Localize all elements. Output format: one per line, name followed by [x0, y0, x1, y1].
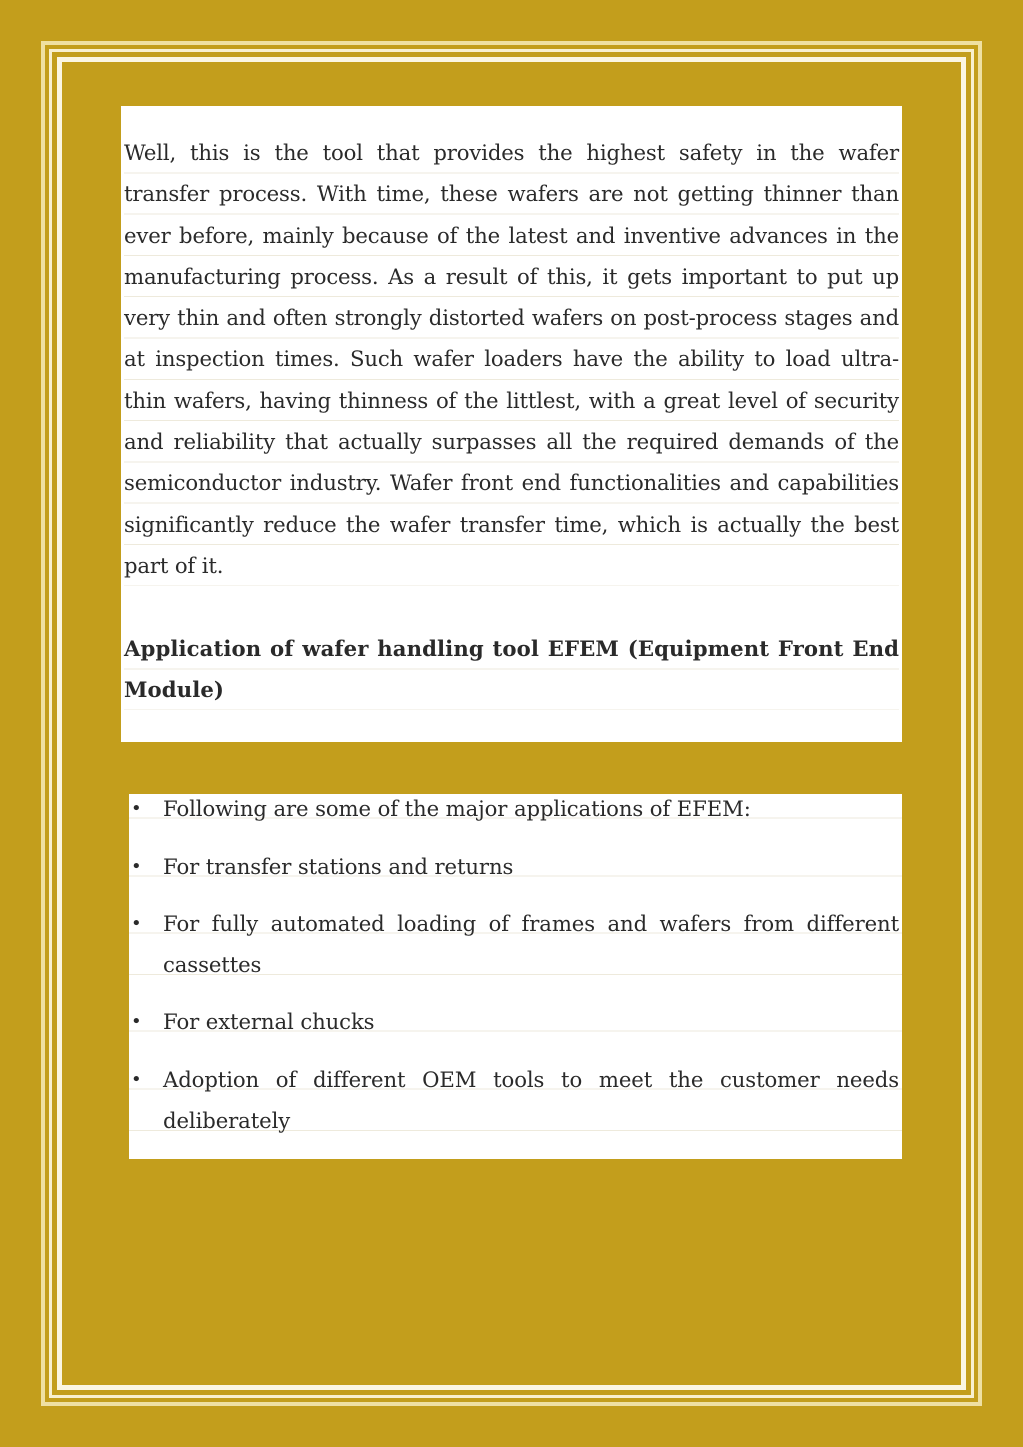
- bullet-icon: •: [131, 855, 142, 877]
- list-item-text: For fully automated loading of frames and wafers from different cassettes: [163, 910, 899, 978]
- bullet-icon: •: [131, 798, 142, 820]
- list-item-text: Adoption of different OEM tools to meet the customer needs deliberately: [163, 1066, 899, 1133]
- paragraph-spacer: [124, 586, 899, 627]
- list-item: [129, 788, 902, 829]
- list-item: [129, 1059, 902, 1142]
- list-item: [129, 1001, 902, 1042]
- list-item: [129, 903, 902, 986]
- bullet-icon: •: [131, 1011, 142, 1033]
- list-item: [129, 846, 902, 887]
- main-text-block: [121, 106, 902, 742]
- list-item-text: Following are some of the major applications of EFEM:: [163, 796, 751, 822]
- body-paragraph: Well, this is the tool that provides the highest safety in the wafer transfer process. With time, these wafers are not getting thinner than ever before, mainly because of the latest and inventive advances in the manufacturing process. As a result of this, it gets important to put up very thin and often strongly distorted wafers on post-process stages and at inspection times. Such wafer loaders have the ability to load ultra-thin wafers, having thinness of the littlest, with a great level of security and reliability that actually surpasses all the required demands of the semiconductor industry. Wafer front end functionalities and capabilities significantly reduce the wafer transfer time, which is actually the best part of it.: [124, 132, 899, 586]
- applications-list-block: [129, 794, 902, 1159]
- section-heading: Application of wafer handling tool EFEM (Equipment Front End Module): [124, 628, 899, 711]
- list-item-text: For external chucks: [163, 1009, 375, 1035]
- list-item-text: For transfer stations and returns: [163, 853, 514, 879]
- bullet-icon: •: [131, 912, 142, 934]
- applications-list: [129, 788, 902, 1141]
- bullet-icon: •: [131, 1068, 142, 1090]
